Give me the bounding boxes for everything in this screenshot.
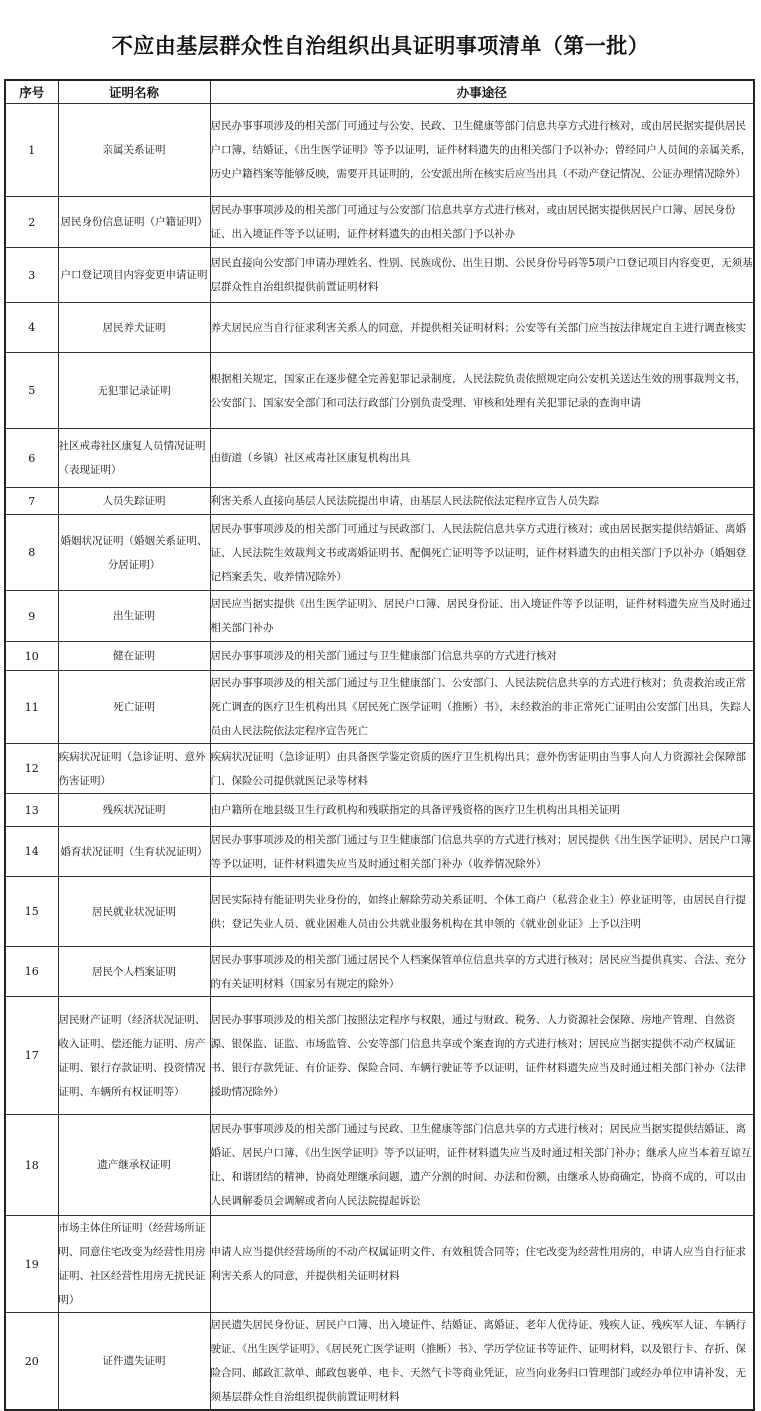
row-number: 17: [5, 997, 58, 1115]
row-number: 3: [5, 248, 58, 303]
handling-approach: 居民办事事项涉及的相关部门通过与卫生健康部门信息共享的方式进行核对: [210, 642, 754, 671]
certificate-name: 居民财产证明（经济状况证明、收入证明、偿还能力证明、房产证明、银行存款证明、投资情况证明、车辆所有权证明等）: [58, 997, 210, 1115]
header-no: 序号: [5, 80, 58, 104]
row-number: 10: [5, 642, 58, 671]
row-number: 6: [5, 429, 58, 488]
handling-approach: 居民办事事项涉及的相关部门可通过与公安、民政、卫生健康等部门信息共享方式进行核对，或由居民据实提供居民户口簿、结婚证、《出生医学证明》等予以证明，证件材料遗失的由相关部门予以补办；曾经同户人员间的亲属关系，历史户籍档案等能够反映，需要开具证明的，公安派出所在核实后应当出具（不动产登记情况、公证办理情况除外）: [210, 104, 754, 197]
row-number: 19: [5, 1216, 58, 1313]
certificate-name: 健在证明: [58, 642, 210, 671]
handling-approach: 居民办事事项涉及的相关部门通过与民政、卫生健康等部门信息共享的方式进行核对；居民应当据实提供结婚证、离婚证、居民户口簿、《出生医学证明》等予以证明，证件材料遗失应当及时通过相关部门补办；继承人应当本着互谅互让、和谐团结的精神，协商处理继承问题，遗产分割的时间、办法和份额，由继承人协商确定，协商不成的，可以由人民调解委员会调解或者向人民法院提起诉讼: [210, 1115, 754, 1216]
row-number: 4: [5, 303, 58, 353]
table-row: [5, 303, 754, 353]
handling-approach: 居民办事事项涉及的相关部门通过居民个人档案保管单位信息共享的方式进行核对；居民应当提供真实、合法、充分的有关证明材料（国家另有规定的除外）: [210, 947, 754, 997]
table-row: [5, 104, 754, 197]
table-row: [5, 671, 754, 744]
handling-approach: 居民办事事项涉及的相关部门通过与卫生健康部门信息共享的方式进行核对；居民提供《出生医学证明》、居民户口簿等予以证明，证件材料遗失应当及时通过相关部门补办（收养情况除外）: [210, 827, 754, 877]
handling-approach: 由街道（乡镇）社区戒毒社区康复机构出具: [210, 429, 754, 488]
table-row: [5, 591, 754, 642]
row-number: 2: [5, 197, 58, 248]
row-number: 16: [5, 947, 58, 997]
row-number: 18: [5, 1115, 58, 1216]
row-number: 8: [5, 515, 58, 591]
handling-approach: 居民遗失居民身份证、居民户口簿、出入境证件、结婚证、离婚证、老年人优待证、残疾人证、残疾军人证、车辆行驶证、《出生医学证明》、《居民死亡医学证明（推断）书》、学历学位证书等证件、证明材料，以及银行卡、存折、保险合同、邮政汇款单、邮政包裹单、电卡、天然气卡等商业凭证，应当向业务归口管理部门或经办单位申请补发，无须基层群众性自治组织提供前置证明材料: [210, 1313, 754, 1411]
certificate-name: 遗产继承权证明: [58, 1115, 210, 1216]
certificate-name: 居民养犬证明: [58, 303, 210, 353]
certificate-name: 证件遗失证明: [58, 1313, 210, 1411]
document-title: 不应由基层群众性自治组织出具证明事项清单（第一批）: [111, 33, 650, 58]
handling-approach: 申请人应当提供经营场所的不动产权属证明文件、有效租赁合同等；住宅改变为经营性用房的，申请人应当自行征求利害关系人的同意，并提供相关证明材料: [210, 1216, 754, 1313]
table-row: [5, 1313, 754, 1411]
certificate-name: 疾病状况证明（急诊证明、意外伤害证明）: [58, 744, 210, 794]
certificate-name: 出生证明: [58, 591, 210, 642]
table-row: [5, 197, 754, 248]
handling-approach: 居民直接向公安部门申请办理姓名、性别、民族成份、出生日期、公民身份号码等5项户口登记项目内容变更，无须基层群众性自治组织提供前置证明材料: [210, 248, 754, 303]
table-row: [5, 997, 754, 1115]
certificate-name: 婚育状况证明（生育状况证明）: [58, 827, 210, 877]
row-number: 20: [5, 1313, 58, 1411]
certificate-list-table: [4, 79, 755, 1411]
table-row: [5, 515, 754, 591]
header-name: 证明名称: [58, 80, 210, 104]
certificate-name: 居民就业状况证明: [58, 877, 210, 947]
handling-approach: 居民实际持有能证明失业身份的，如终止解除劳动关系证明、个体工商户（私营企业主）停业证明等，由居民自行提供；登记失业人员、就业困难人员由公共就业服务机构在其申领的《就业创业证》上予以注明: [210, 877, 754, 947]
certificate-name: 无犯罪记录证明: [58, 353, 210, 429]
certificate-name: 死亡证明: [58, 671, 210, 744]
row-number: 12: [5, 744, 58, 794]
handling-approach: 居民办事事项涉及的相关部门通过与卫生健康部门、公安部门、人民法院信息共享的方式进行核对；负责救治或正常死亡调查的医疗卫生机构出具《居民死亡医学证明（推断）书》，未经救治的非正常死亡证明由公安部门出具，失踪人员由人民法院依法定程序宣告死亡: [210, 671, 754, 744]
handling-approach: 疾病状况证明（急诊证明）由具备医学鉴定资质的医疗卫生机构出具；意外伤害证明由当事人向人力资源社会保障部门、保险公司提供就医记录等材料: [210, 744, 754, 794]
handling-approach: 居民办事事项涉及的相关部门可通过与民政部门、人民法院信息共享方式进行核对；或由居民据实提供结婚证、离婚证、人民法院生效裁判文书或离婚证明书、配偶死亡证明等予以证明，证件材料遗失的由相关部门予以补办（婚姻登记档案丢失、收养情况除外）: [210, 515, 754, 591]
table-header-row: [5, 80, 754, 104]
handling-approach: 居民应当据实提供《出生医学证明》、居民户口簿、居民身份证、出入境证件等予以证明，证件材料遗失应当及时通过相关部门补办: [210, 591, 754, 642]
row-number: 14: [5, 827, 58, 877]
table-row: [5, 827, 754, 877]
table-row: [5, 744, 754, 794]
certificate-name: 居民个人档案证明: [58, 947, 210, 997]
table-row: [5, 248, 754, 303]
table-row: [5, 877, 754, 947]
table-row: [5, 488, 754, 515]
certificate-name: 社区戒毒社区康复人员情况证明（表现证明）: [58, 429, 210, 488]
row-number: 1: [5, 104, 58, 197]
handling-approach: 根据相关规定，国家正在逐步健全完善犯罪记录制度，人民法院负责依照规定向公安机关送达生效的刑事裁判文书，公安部门、国家安全部门和司法行政部门分别负责受理、审核和处理有关犯罪记录的查询申请: [210, 353, 754, 429]
handling-approach: 利害关系人直接向基层人民法院提出申请，由基层人民法院依法定程序宣告人员失踪: [210, 488, 754, 515]
certificate-name: 人员失踪证明: [58, 488, 210, 515]
table-row: [5, 794, 754, 827]
row-number: 7: [5, 488, 58, 515]
row-number: 11: [5, 671, 58, 744]
handling-approach: 居民办事事项涉及的相关部门可通过与公安部门信息共享方式进行核对，或由居民据实提供居民户口簿、居民身份证、出入境证件等予以证明，证件材料遗失的由相关部门予以补办: [210, 197, 754, 248]
certificate-name: 婚姻状况证明（婚姻关系证明、分居证明）: [58, 515, 210, 591]
certificate-name: 市场主体住所证明（经营场所证明、同意住宅改变为经营性用房证明、社区经营性用房无扰民证明）: [58, 1216, 210, 1313]
handling-approach: 居民办事事项涉及的相关部门按照法定程序与权限，通过与财政、税务、人力资源社会保障、房地产管理、自然资源、银保监、证监、市场监管、公安等部门信息共享或个案查询的方式进行核对；居民应当据实提供不动产权属证书、银行存款凭证、有价证券、保险合同、车辆行驶证等予以证明，证件材料遗失应当及时通过相关部门补办（法律援助情况除外）: [210, 997, 754, 1115]
table-row: [5, 1216, 754, 1313]
row-number: 9: [5, 591, 58, 642]
certificate-name: 户口登记项目内容变更申请证明: [58, 248, 210, 303]
certificate-name: 残疾状况证明: [58, 794, 210, 827]
row-number: 5: [5, 353, 58, 429]
row-number: 15: [5, 877, 58, 947]
certificate-name: 亲属关系证明: [58, 104, 210, 197]
table-row: [5, 353, 754, 429]
table-row: [5, 947, 754, 997]
header-way: 办事途径: [210, 80, 754, 104]
table-row: [5, 429, 754, 488]
handling-approach: 由户籍所在地县级卫生行政机构和残联指定的具备评残资格的医疗卫生机构出具相关证明: [210, 794, 754, 827]
table-row: [5, 642, 754, 671]
certificate-name: 居民身份信息证明（户籍证明）: [58, 197, 210, 248]
handling-approach: 养犬居民应当自行征求利害关系人的同意，并提供相关证明材料；公安等有关部门应当按法律规定自主进行调查核实: [210, 303, 754, 353]
row-number: 13: [5, 794, 58, 827]
table-row: [5, 1115, 754, 1216]
